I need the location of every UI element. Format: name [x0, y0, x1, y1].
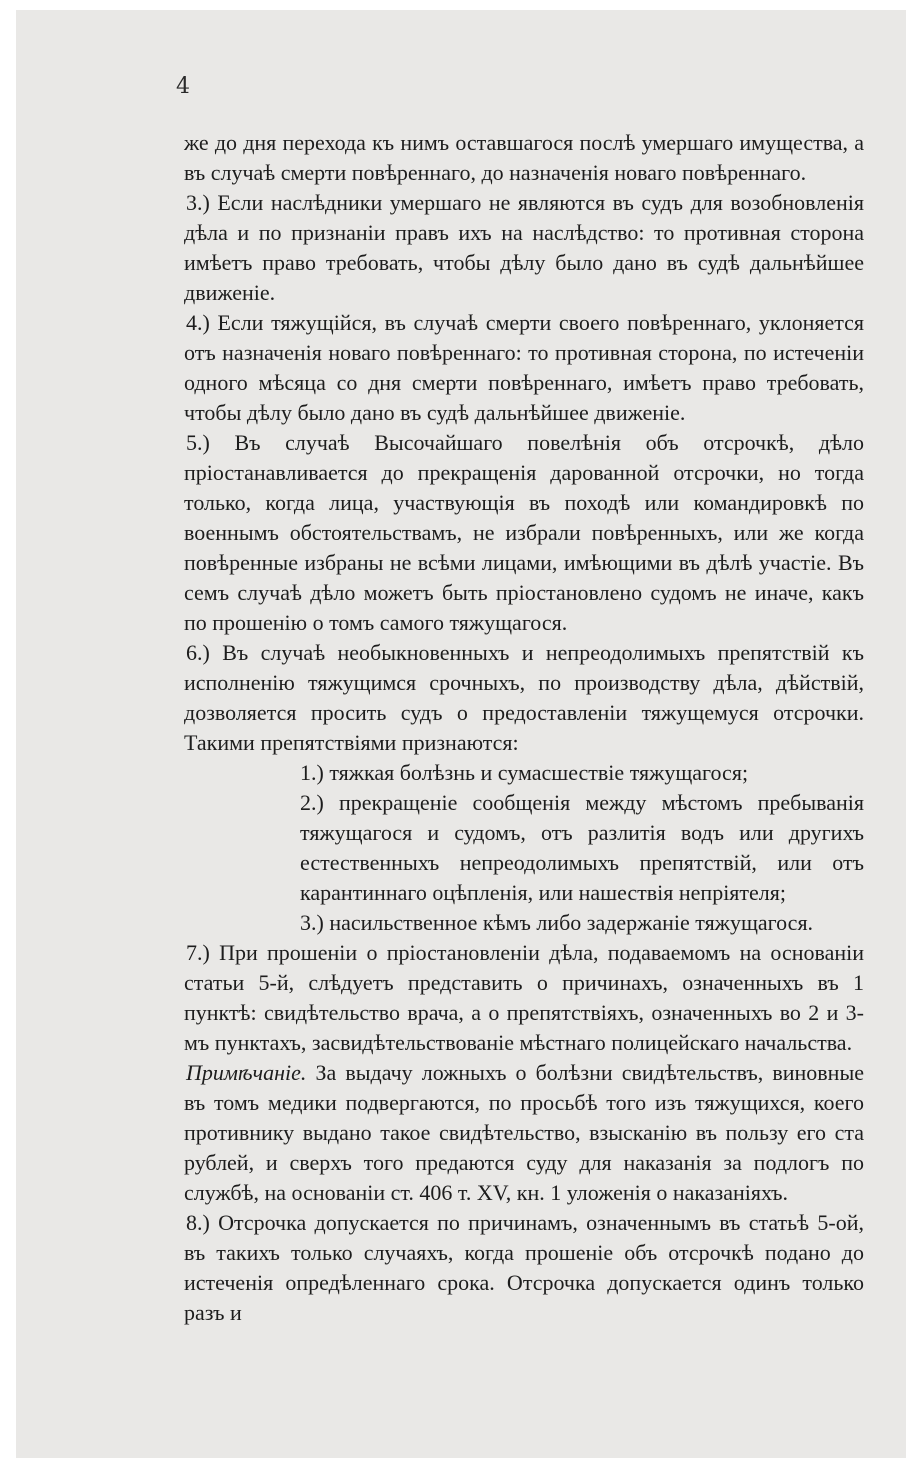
note-paragraph	[184, 1058, 864, 1208]
paragraph-4: 4.) Если тяжущійся, въ случаѣ смерти своего повѣреннаго, уклоняется отъ назначенія новаго повѣреннаго: то противная сторона, по истеченіи одного мѣсяца со дня смерти повѣреннаго, имѣетъ право требовать, чтобы дѣлу было дано въ судѣ дальнѣйшее движеніе.	[184, 310, 864, 425]
list-item-2: 2.) прекращеніе сообщенія между мѣстомъ пребыванія тяжущагося и судомъ, отъ разлитія водъ или другихъ естественныхъ непреодолимыхъ препятствій, или отъ карантиннаго оцѣпленія, или нашествія непріятеля;	[300, 790, 864, 905]
paragraph-continuation: же до дня перехода къ нимъ оставшагося послѣ умершаго имущества, а въ случаѣ смерти повѣреннаго, до назначенія новаго повѣреннаго.	[184, 130, 864, 185]
paragraph-3: 3.) Если наслѣдники умершаго не являются въ судъ для возобновленія дѣла и по признаніи правъ ихъ на наслѣдство: то противная сторона имѣетъ право требовать, чтобы дѣлу было дано въ судѣ дальнѣйшее движеніе.	[184, 190, 864, 305]
paragraph-6: 6.) Въ случаѣ необыкновенныхъ и непреодолимыхъ препятствій къ исполненію тяжущимся срочныхъ, по производству дѣла, дѣйствій, дозволяется просить судъ о предоставленіи тяжущемуся отсрочки. Такими препятствіями признаются:	[184, 640, 864, 755]
paragraph-8: 8.) Отсрочка допускается по причинамъ, означеннымъ въ статьѣ 5-ой, въ такихъ только случаяхъ, когда прошеніе объ отсрочкѣ подано до истеченія опредѣленнаго срока. Отсрочка допускается одинъ только разъ и	[184, 1210, 864, 1325]
list-item-1: 1.) тяжкая болѣзнь и сумасшествіе тяжущагося;	[300, 760, 749, 785]
list-item-3: 3.) насильственное кѣмъ либо задержаніе тяжущагося.	[300, 910, 814, 935]
paragraph-5: 5.) Въ случаѣ Высочайшаго повелѣнія объ отсрочкѣ, дѣло пріостанавливается до прекращенія дарованной отсрочки, но тогда только, когда лица, участвующія въ походѣ или командировкѣ по военнымъ обстоятельствамъ, не избрали повѣренныхъ, или же когда повѣренные избраны не всѣми лицами, имѣющими въ дѣлѣ участіе. Въ семъ случаѣ дѣло можетъ быть пріостановлено судомъ не иначе, какъ по прошенію о томъ самого тяжущагося.	[184, 430, 864, 635]
note-body: За выдачу ложныхъ о болѣзни свидѣтельствъ, виновные въ томъ медики подвергаются, по просьбѣ того изъ тяжущихся, коего противнику выдано такое свидѣтельство, взысканію въ пользу его ста рублей, и сверхъ того предаются суду для наказанія за подлогъ по службѣ, на основаніи ст. 406 т. XV, кн. 1 уложенія о наказаніяхъ.	[184, 1060, 864, 1205]
note-title: Примѣчаніе.	[186, 1060, 307, 1085]
paragraph-7: 7.) При прошеніи о пріостановленіи дѣла, подаваемомъ на основаніи статьи 5-й, слѣдуетъ представить о причинахъ, означенныхъ въ 1 пунктѣ: свидѣтельство врача, а о препятствіяхъ, означенныхъ во 2 и 3-мъ пунктахъ, засвидѣтельствованіе мѣстнаго полицейскаго начальства.	[184, 940, 864, 1055]
obstacle-list	[184, 758, 864, 938]
page-number: 4	[176, 74, 190, 99]
document-body	[184, 128, 864, 1328]
